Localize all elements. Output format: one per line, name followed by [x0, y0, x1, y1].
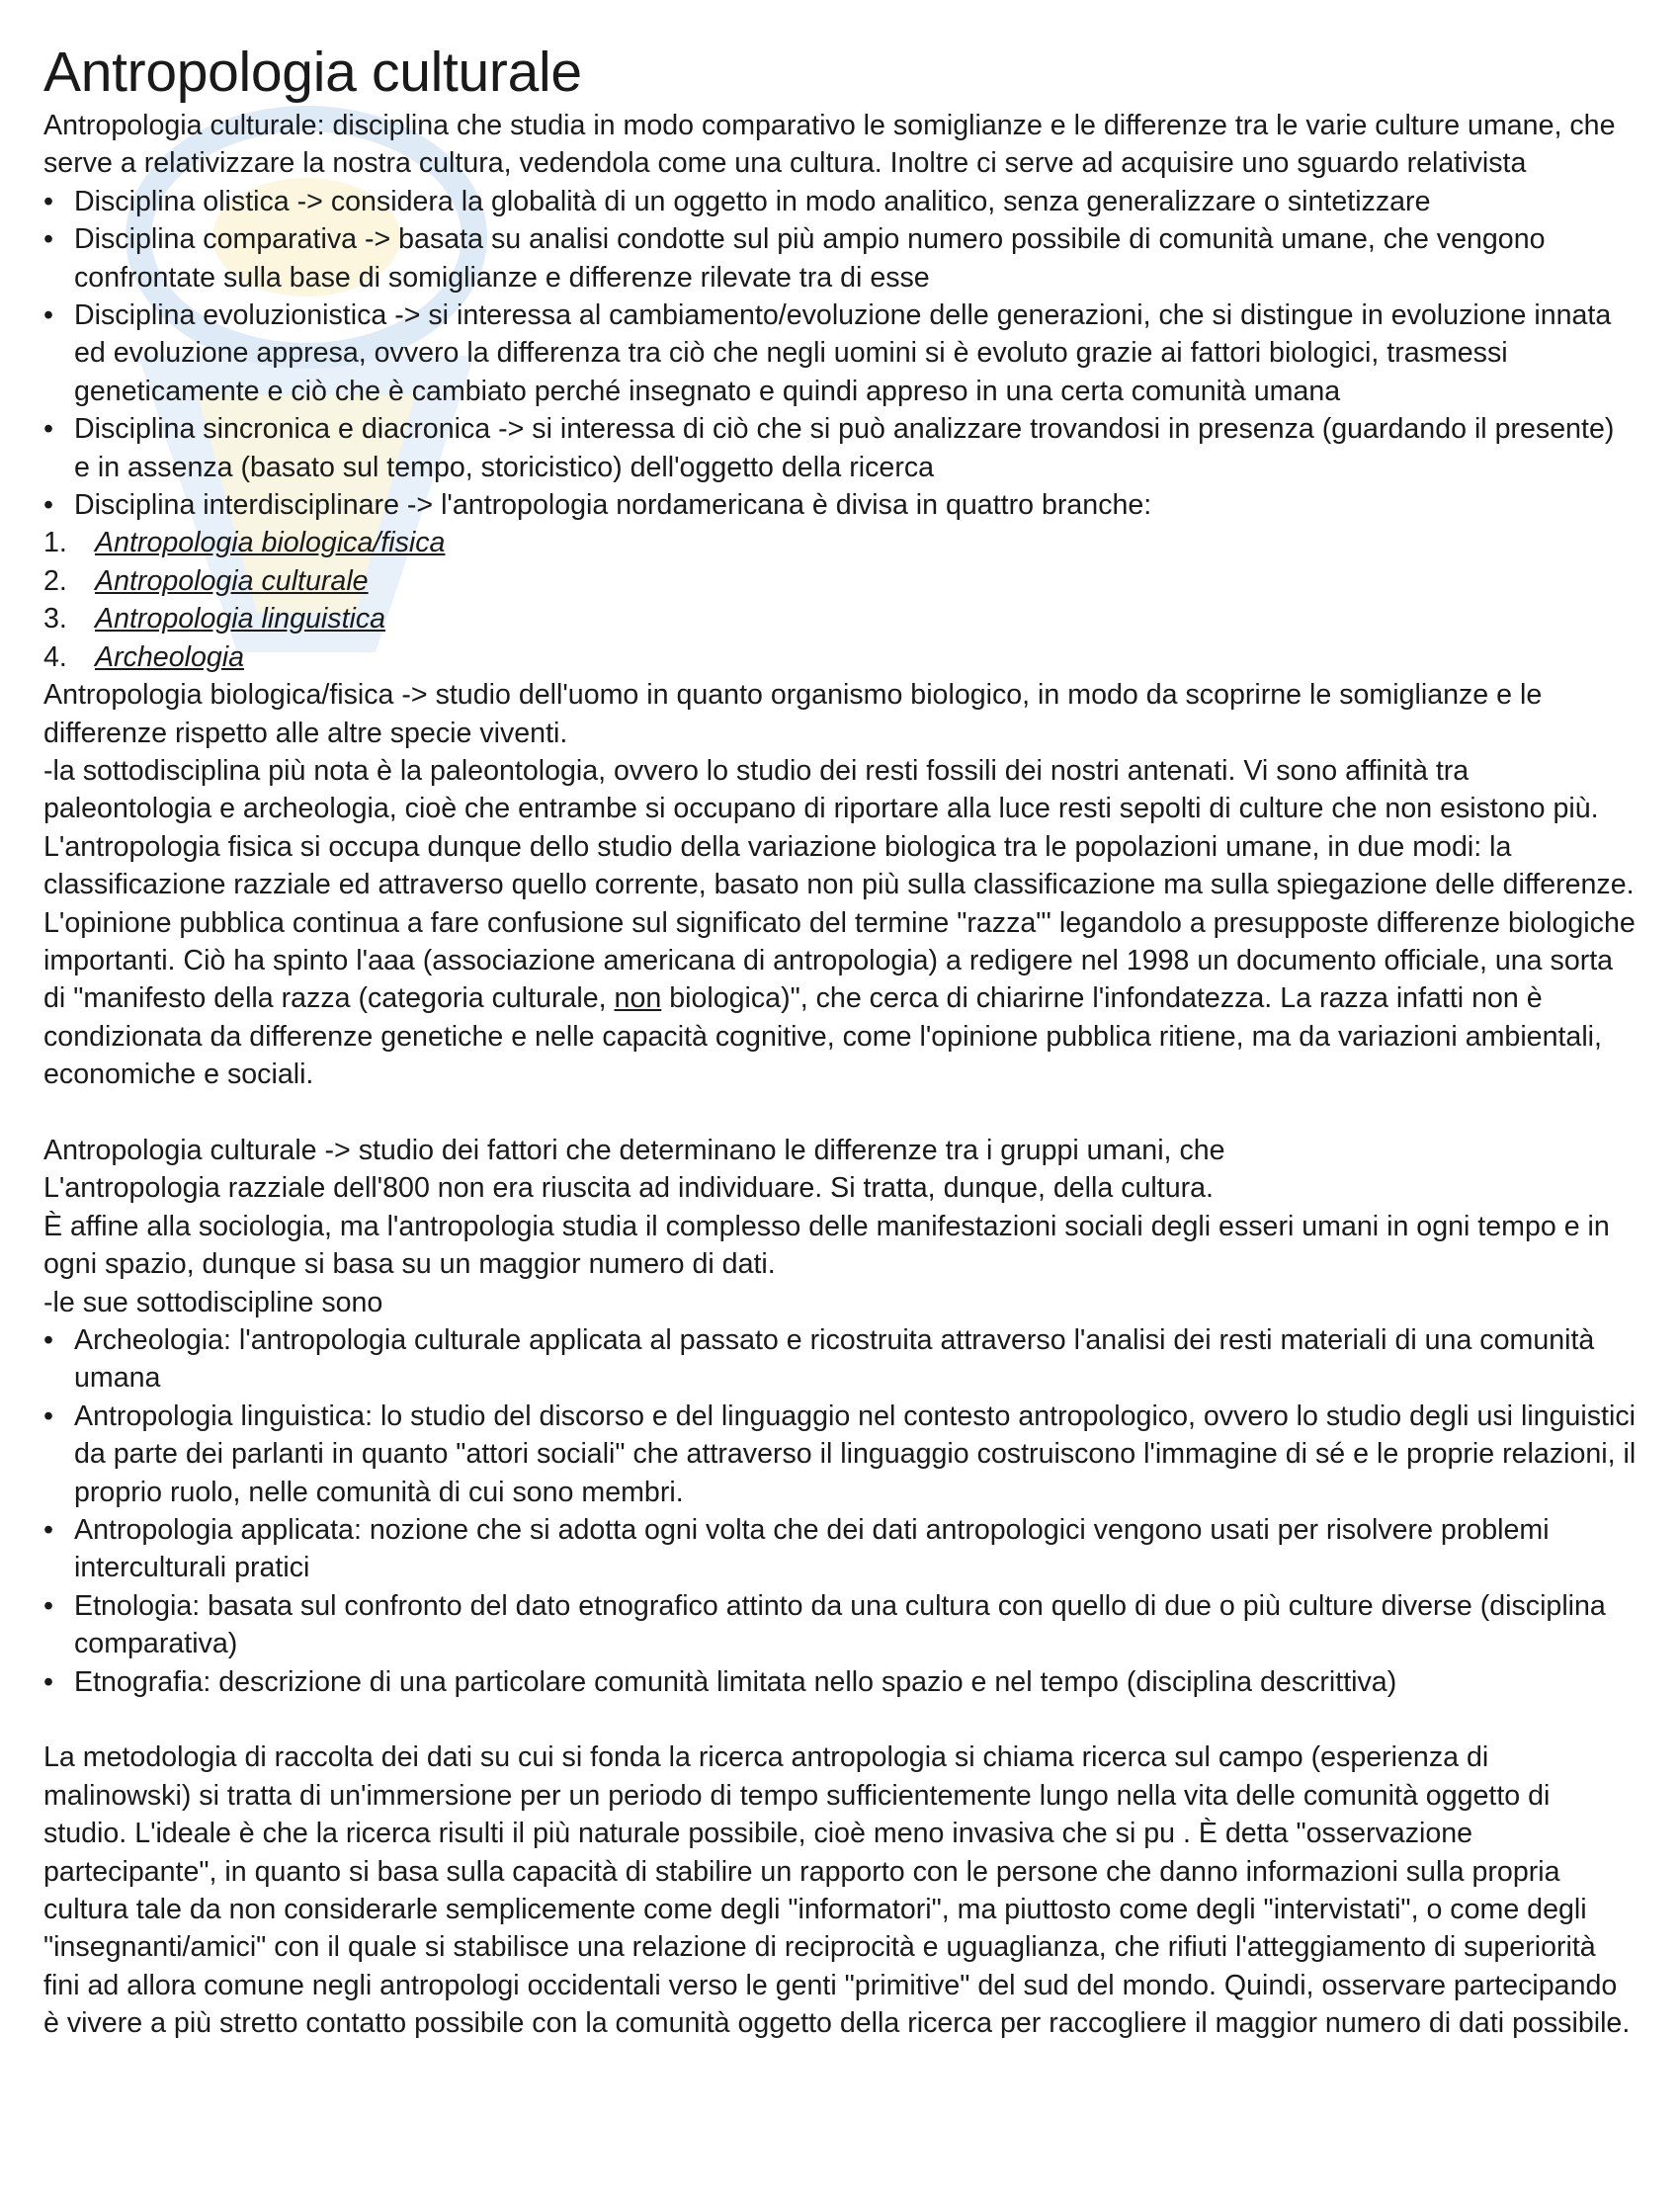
branch-link[interactable]: Archeologia [95, 640, 245, 673]
list-item: • Disciplina evoluzionistica -> si interessa al cambiamento/evoluzione delle generazioni, che si distingue in evoluzione innata ed evoluzione appresa, ovvero la differenza tra ciò che negli uomini si è evoluto grazie ai fattori biologici, trasmessi geneticamente e ciò che è cambiato perché insegnato e quindi appreso in una certa comunità umana [43, 297, 1637, 410]
intro-paragraph: Antropologia culturale: disciplina che studia in modo comparativo le somiglianze e le differenze tra le varie culture umane, che serve a relativizzare la nostra cultura, vedendola come una cultura. Inoltre ci serve ad acquisire uno sguardo relativista [43, 110, 1616, 180]
branches-list [43, 524, 1637, 676]
list-item: • Antropologia linguistica: lo studio del discorso e del linguaggio nel contesto antropologico, ovvero lo studio degli usi linguistici da parte dei parlanti in quanto "attori sociali" che attraverso il linguaggio costruiscono l'immagine di sé e le proprie relazioni, il proprio ruolo, nelle comunità di cui sono membri. [43, 1398, 1637, 1511]
culturale-paragraph-3: È affine alla sociologia, ma l'antropologia studia il complesso delle manifestazioni sociali degli esseri umani in ogni tempo e in ogni spazio, dunque si basa su un maggior numero di dati. [43, 1210, 1610, 1281]
document-page [43, 40, 1637, 2043]
spacer [43, 1094, 1637, 1132]
bullet-icon: • [43, 1589, 54, 1622]
bullet-icon: • [43, 489, 54, 522]
list-item: • Antropologia applicata: nozione che si adotta ogni volta che dei dati antropologici vengono usati per risolvere problemi interculturali pratici [43, 1511, 1637, 1587]
list-item: • Disciplina interdisciplinare -> l'antropologia nordamericana è divisa in quattro branche: [43, 486, 1637, 524]
list-item: • Archeologia: l'antropologia culturale applicata al passato e ricostruita attraverso l'analisi dei resti materiali di una comunità umana [43, 1321, 1637, 1398]
metodologia-paragraph: La metodologia di raccolta dei dati su cui si fonda la ricerca antropologia si chiama ricerca sul campo (esperienza di malinowski) si tratta di un'immersione per un periodo di tempo sufficientemente lungo nella vita delle comunità oggetto di studio. L'ideale è che la ricerca risulti il più naturale possibile, cioè meno invasiva che si pu . È detta "osservazione partecipante", in quanto si basa sulla capacità di stabilire un rapporto con le persone che danno informazioni sulla propria cultura tale da non considerarle semplicemente come degli "informatori", ma piuttosto come degli "intervistati", o come degli "insegnanti/amici" con il quale si stabilisce una relazione di reciprocità e uguaglianza, che rifiuti l'atteggiamento di superiorità fini ad allora comune negli antropologi occidentali verso le genti "primitive" del sud del mondo. Quindi, osservare partecipando è vivere a più stretto contatto possibile con la comunità oggetto della ricerca per raccogliere il maggior numero di dati possibile. [43, 1741, 1631, 2040]
page-title: Antropologia culturale [43, 41, 582, 104]
biologica-paragraph-2: -la sottodisciplina più nota è la paleontologia, ovvero lo studio dei resti fossili dei nostri antenati. Vi sono affinità tra paleontologia e archeologia, cioè che entrambe si occupano di riportare alla luce resti sepolti di culture che non esistono più. [43, 754, 1599, 825]
bullet-icon: • [43, 413, 54, 446]
branch-item: 2. Antropologia culturale [43, 564, 369, 597]
list-item: • Disciplina olistica -> considera la globalità di un oggetto in modo analitico, senza generalizzare o sintetizzare [43, 183, 1637, 220]
features-list [43, 183, 1637, 525]
bullet-icon: • [43, 1665, 54, 1698]
bullet-icon: • [43, 223, 54, 256]
subdisciplines-list [43, 1321, 1637, 1701]
list-item: • Etnologia: basata sul confronto del dato etnografico attinto da una cultura con quello di due o più culture diverse (disciplina comparativa) [43, 1587, 1637, 1663]
branch-link[interactable]: Antropologia culturale [95, 564, 369, 597]
culturale-paragraph-2: L'antropologia razziale dell'800 non era riuscita ad individuare. Si tratta, dunque, della cultura. [43, 1172, 1215, 1205]
branch-item: 3. Antropologia linguistica [43, 603, 386, 636]
branch-link[interactable]: Antropologia linguistica [95, 603, 386, 636]
bullet-icon: • [43, 185, 54, 217]
branch-link[interactable]: Antropologia biologica/fisica [95, 527, 446, 559]
biologica-paragraph-1: Antropologia biologica/fisica -> studio dell'uomo in quanto organismo biologico, in modo da scoprirne le somiglianze e le differenze rispetto alle altre specie viventi. [43, 679, 1543, 749]
bullet-icon: • [43, 1514, 54, 1547]
culturale-paragraph-1: Antropologia culturale -> studio dei fattori che determinano le differenze tra i gruppi umani, che [43, 1134, 1225, 1166]
spacer [43, 1701, 1637, 1739]
bullet-icon: • [43, 1323, 54, 1356]
branch-item: 1. Antropologia biologica/fisica [43, 527, 446, 559]
bullet-icon: • [43, 299, 54, 332]
branch-item: 4. Archeologia [43, 640, 245, 673]
biologica-paragraph-3: L'antropologia fisica si occupa dunque dello studio della variazione biologica tra le popolazioni umane, in due modi: la classificazione razziale ed attraverso quello corrente, basato non più sulla classificazione ma sulla spiegazione delle differenze. L'opinione pubblica continua a fare confusione sul significato del termine "razza"' legandolo a presupposte differenze biologiche importanti. Ciò ha spinto l'aaa (associazione americana di antropologia) a redigere nel 1998 un documento officiale, una sorta di "manifesto della razza (categoria culturale, non biologica)", che cerca di chiarirne l'infondatezza. La razza infatti non è condizionata da differenze genetiche e nelle capacità cognitive, come l'opinione pubblica ritiene, ma da variazioni ambientali, economiche e sociali. [43, 830, 1636, 1091]
bullet-icon: • [43, 1399, 54, 1432]
list-item: • Disciplina comparativa -> basata su analisi condotte sul più ampio numero possibile di comunità umane, che vengono confrontate sulla base di somiglianze e differenze rilevate tra di esse [43, 220, 1637, 297]
culturale-paragraph-4: -le sue sottodiscipline sono [43, 1286, 383, 1318]
list-item: • Etnografia: descrizione di una particolare comunità limitata nello spazio e nel tempo (disciplina descrittiva) [43, 1663, 1637, 1701]
underlined-word: non [614, 982, 662, 1015]
list-item: • Disciplina sincronica e diacronica -> si interessa di ciò che si può analizzare trovandosi in presenza (guardando il presente) e in assenza (basato sul tempo, storicistico) dell'oggetto della ricerca [43, 410, 1637, 486]
